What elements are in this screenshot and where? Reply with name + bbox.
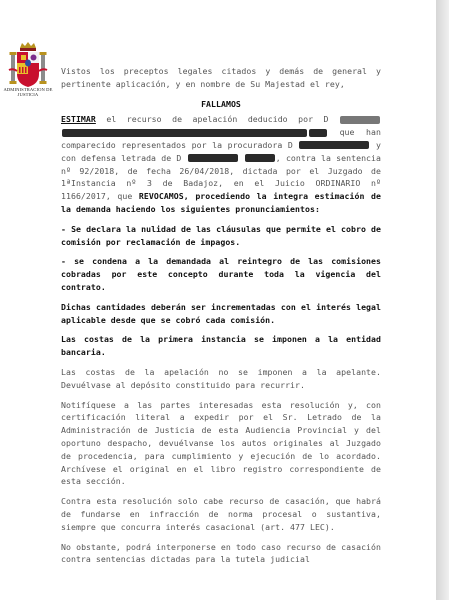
- paragraph-interest: Dichas cantidades deberán ser incrementadas con el interés legal aplicable desde que se cobró cada comisión.: [61, 301, 381, 325]
- paragraph-notwithstanding: No obstante, podrá interponerse en todo caso recurso de casación contra sentencias dictadas para la tutela judicial: [61, 541, 381, 565]
- redaction-block: [299, 141, 369, 149]
- ruling-text-3: y con defensa letrada de D: [61, 139, 382, 163]
- estimar-label: ESTIMAR: [61, 114, 96, 125]
- redaction-block: [188, 154, 238, 162]
- paragraph-appeal-costs: Las costas de la apelación no se imponen a la apelante. Devuélvase al depósito constituido para recurrir.: [61, 366, 381, 390]
- revocamos-label: REVOCAMOS: [138, 191, 184, 202]
- redaction-block: [340, 116, 380, 124]
- paragraph-notification: Notifíquese a las partes interesadas esta resolución y, con certificación literal a expedir por el Sr. Letrado de la Administración de Justicia de esta Audiencia Provincial y del oportuno despacho, devuélvanse los autos originales al Juzgado de procedencia, para cumplimiento y ejecución de lo acordado. Archívese el original en el libro registro correspondiente de esta sección.: [61, 399, 381, 487]
- heading-fallamos: FALLAMOS: [201, 98, 241, 109]
- paragraph-nullity: - Se declara la nulidad de las cláusulas que permite el cobro de comisión por reclamación de impagos.: [61, 223, 381, 247]
- paragraph-preamble: Vistos los preceptos legales citados y demás de general y pertinente aplicación, y en nombre de Su Majestad el rey,: [61, 66, 381, 89]
- ruling-text-4: , contra la sentencia nº 92/2018, de fecha 26/04/2018, dictada por el Juzgado de 1ªInstancia nº 3 de Badajoz, en el Juicio ORDINARIO nº 1166/2017, que: [61, 152, 381, 202]
- ruling-text-1: el recurso de apelación deducido por D: [106, 114, 329, 125]
- redaction-block: [309, 129, 327, 137]
- paragraph-ruling: [61, 113, 381, 215]
- page-edge: [436, 0, 449, 600]
- redaction-block: [62, 129, 307, 137]
- ruling-text-2: que han comparecido representados por la procuradora D: [61, 127, 381, 150]
- document-body: [61, 65, 381, 573]
- emblem-caption: ADMINISTRACION DE JUSTICIA: [3, 87, 53, 98]
- coat-of-arms-icon: [8, 40, 48, 92]
- ruling-text-5: , procediendo la integra estimación de la demanda haciendo los siguientes pronunciamientos:: [61, 191, 381, 214]
- paragraph-cassation: Contra esta resolución solo cabe recurso de casación, que habrá de fundarse en infracción de norma procesal o sustantiva, siempre que concurra interés casacional (art. 477 LEC).: [61, 496, 381, 532]
- paragraph-first-instance-costs: Las costas de la primera instancia se imponen a la entidad bancaria.: [61, 334, 381, 358]
- paragraph-condemnation: - se condena a la demandada al reintegro de las comisiones cobradas por este concepto durante toda la vigencia del contrato.: [61, 256, 381, 292]
- redaction-block: [245, 154, 275, 162]
